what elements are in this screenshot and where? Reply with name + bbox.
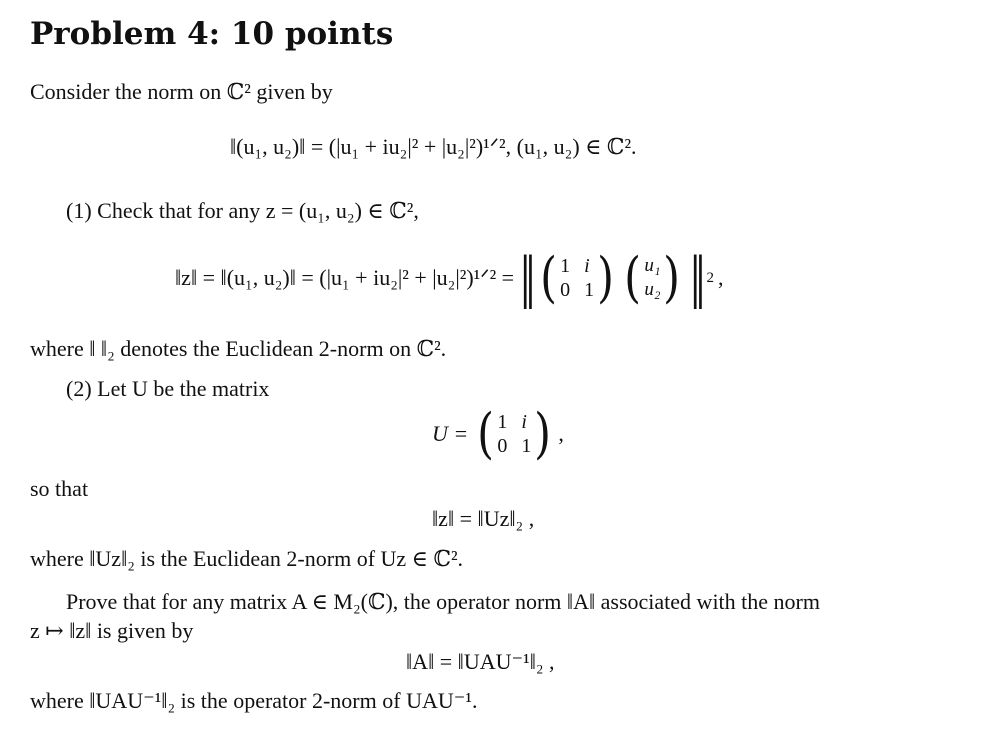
right-paren: ) — [663, 246, 681, 309]
part1-trail: , — [718, 265, 724, 290]
matrix-cell: i — [521, 411, 527, 433]
z-norm-equation: ‖z‖ = ‖Uz‖₂ , — [432, 506, 535, 531]
u-trail: , — [558, 421, 564, 446]
part1-where: where ‖ ‖₂ denotes the Euclidean 2-norm on ℂ². — [30, 336, 447, 361]
u-lhs: U = — [432, 421, 469, 446]
intro-text: Consider the norm on ℂ² given by — [30, 79, 333, 104]
operator-norm-equation: ‖A‖ = ‖UAU⁻¹‖₂ , — [406, 649, 555, 674]
norm-definition: ‖(u₁, u₂)‖ = (|u₁ + iu₂|² + |u₂|²)¹ᐟ², (u₁, u₂) ∈ ℂ². — [230, 134, 637, 159]
vector-cell: u₁ — [644, 255, 661, 276]
part1-eq-lhs: ‖z‖ = ‖(u₁, u₂)‖ = (|u₁ + iu₂|² + |u₂|²)¹ᐟ² = — [175, 265, 515, 290]
final-text: where ‖UAU⁻¹‖₂ is the operator 2-norm of UAU⁻¹. — [30, 688, 478, 713]
right-paren: ) — [597, 246, 615, 309]
matrix-cell: i — [584, 255, 590, 277]
problem-title: Problem 4: 10 points — [30, 16, 394, 52]
left-paren: ( — [477, 402, 495, 465]
norm-right-bar: ‖ — [689, 246, 701, 309]
part2-label: (2) Let U be the matrix — [66, 376, 270, 401]
vector-cell: u₂ — [644, 279, 661, 300]
left-paren: ( — [540, 246, 558, 309]
matrix-cell: 1 — [497, 411, 508, 433]
so-that-text: so that — [30, 476, 89, 501]
left-paren: ( — [624, 246, 642, 309]
norm-left-bar: ‖ — [519, 246, 532, 309]
part1-vector — [621, 246, 683, 309]
matrix-cell: 1 — [560, 255, 571, 277]
part1-label: (1) Check that for any z = (u₁, u₂) ∈ ℂ², — [66, 198, 419, 223]
prove-line-1: Prove that for any matrix A ∈ M₂(ℂ), the operator norm ‖A‖ associated with the norm — [66, 589, 820, 614]
part2-where: where ‖Uz‖₂ is the Euclidean 2-norm of Uz ∈ ℂ². — [30, 546, 464, 571]
u-matrix-equation — [432, 404, 564, 464]
right-paren: ) — [534, 402, 552, 465]
norm-subscript: 2 — [706, 270, 715, 286]
matrix-cell: 0 — [497, 435, 508, 457]
matrix-cell: 0 — [560, 279, 571, 301]
matrix-cell: 1 — [584, 279, 595, 301]
part1-matrix — [537, 246, 617, 309]
u-matrix — [474, 402, 554, 465]
matrix-cell: 1 — [521, 435, 532, 457]
prove-line-2: z ↦ ‖z‖ is given by — [30, 618, 194, 643]
part1-equation — [175, 248, 724, 308]
